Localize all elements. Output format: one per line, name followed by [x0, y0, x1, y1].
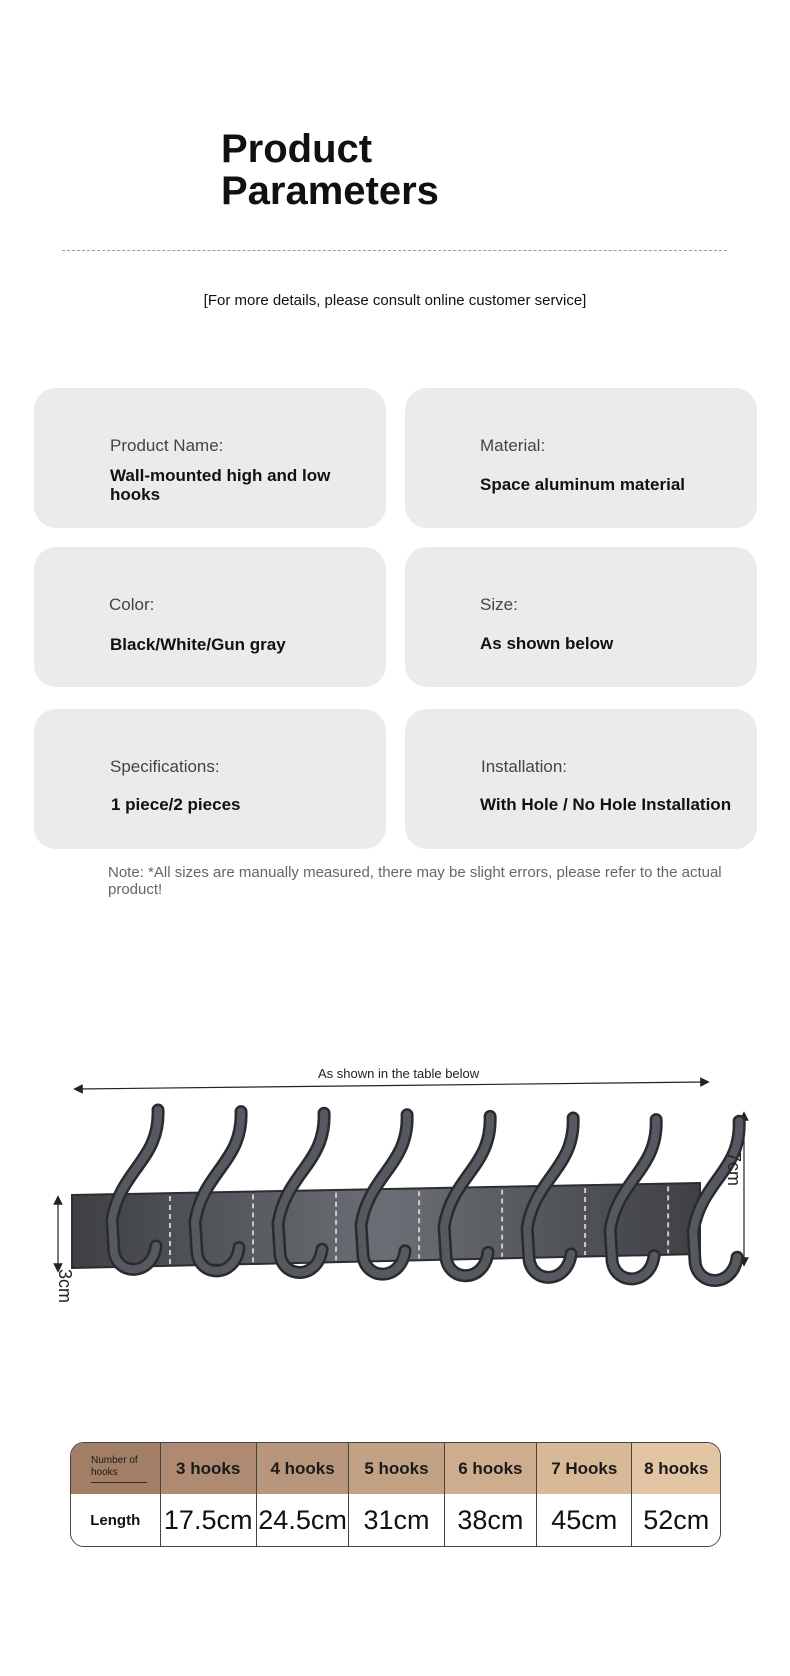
plate-dimension-label: 3cm [55, 1269, 75, 1304]
param-label: Material: [480, 436, 546, 455]
param-value: Wall-mounted high and low hooks [110, 466, 331, 504]
param-label: Size: [480, 595, 518, 614]
param-value: As shown below [480, 634, 614, 653]
length-cell: 45cm [537, 1494, 631, 1546]
size-table-column [537, 1443, 632, 1546]
hook-count-cell: 4 hooks [257, 1443, 348, 1494]
page-title [221, 128, 641, 212]
consult-note: [For more details, please consult online customer service] [203, 292, 587, 309]
param-card-material [405, 388, 757, 528]
title-line-2: Parameters [221, 169, 439, 213]
param-value: Black/White/Gun gray [110, 635, 286, 654]
param-card-product-name [34, 388, 386, 528]
width-dimension-label: As shown in the table below [318, 1066, 480, 1081]
param-card-color [34, 547, 386, 687]
size-table-column [632, 1443, 720, 1546]
size-table-column [257, 1443, 349, 1546]
size-table [70, 1442, 721, 1547]
measurement-note: Note: *All sizes are manually measured, there may be slight errors, please refer to the actual product! [108, 864, 722, 898]
product-dimension-diagram [0, 1040, 790, 1340]
hooks-row-header-text: Number of hooks [91, 1454, 138, 1478]
param-card-size [405, 547, 757, 687]
size-table-column [349, 1443, 444, 1546]
param-value: 1 piece/2 pieces [111, 795, 241, 814]
hooks-row-header [71, 1443, 160, 1494]
length-cell: 52cm [632, 1494, 720, 1546]
length-cell: 38cm [445, 1494, 536, 1546]
param-label: Product Name: [110, 436, 224, 455]
hook-count-cell: 8 hooks [632, 1443, 720, 1494]
width-arrow [78, 1082, 705, 1089]
length-cell: 17.5cm [161, 1494, 256, 1546]
length-cell: 24.5cm [257, 1494, 348, 1546]
length-cell: 31cm [349, 1494, 443, 1546]
param-card-installation [405, 709, 757, 849]
hook-count-cell: 5 hooks [349, 1443, 443, 1494]
length-row-header: Length [71, 1494, 160, 1546]
hook-count-cell: 3 hooks [161, 1443, 256, 1494]
size-table-grid [71, 1443, 720, 1546]
param-label: Color: [109, 595, 155, 614]
hook-count-cell: 6 hooks [445, 1443, 536, 1494]
size-table-column [445, 1443, 537, 1546]
title-line-1: Product [221, 127, 373, 171]
size-table-row-headers [71, 1443, 161, 1546]
size-table-column [161, 1443, 257, 1546]
param-value: Space aluminum material [480, 475, 686, 494]
param-label: Specifications: [110, 757, 220, 776]
param-label: Installation: [481, 757, 567, 776]
hook-count-cell: 7 Hooks [537, 1443, 631, 1494]
param-card-specifications [34, 709, 386, 849]
param-value: With Hole / No Hole Installation [480, 795, 732, 814]
height-dimension-label: 7cm [724, 1152, 744, 1187]
dashed-divider [62, 250, 727, 251]
hook-rack-illustration [0, 1040, 790, 1340]
